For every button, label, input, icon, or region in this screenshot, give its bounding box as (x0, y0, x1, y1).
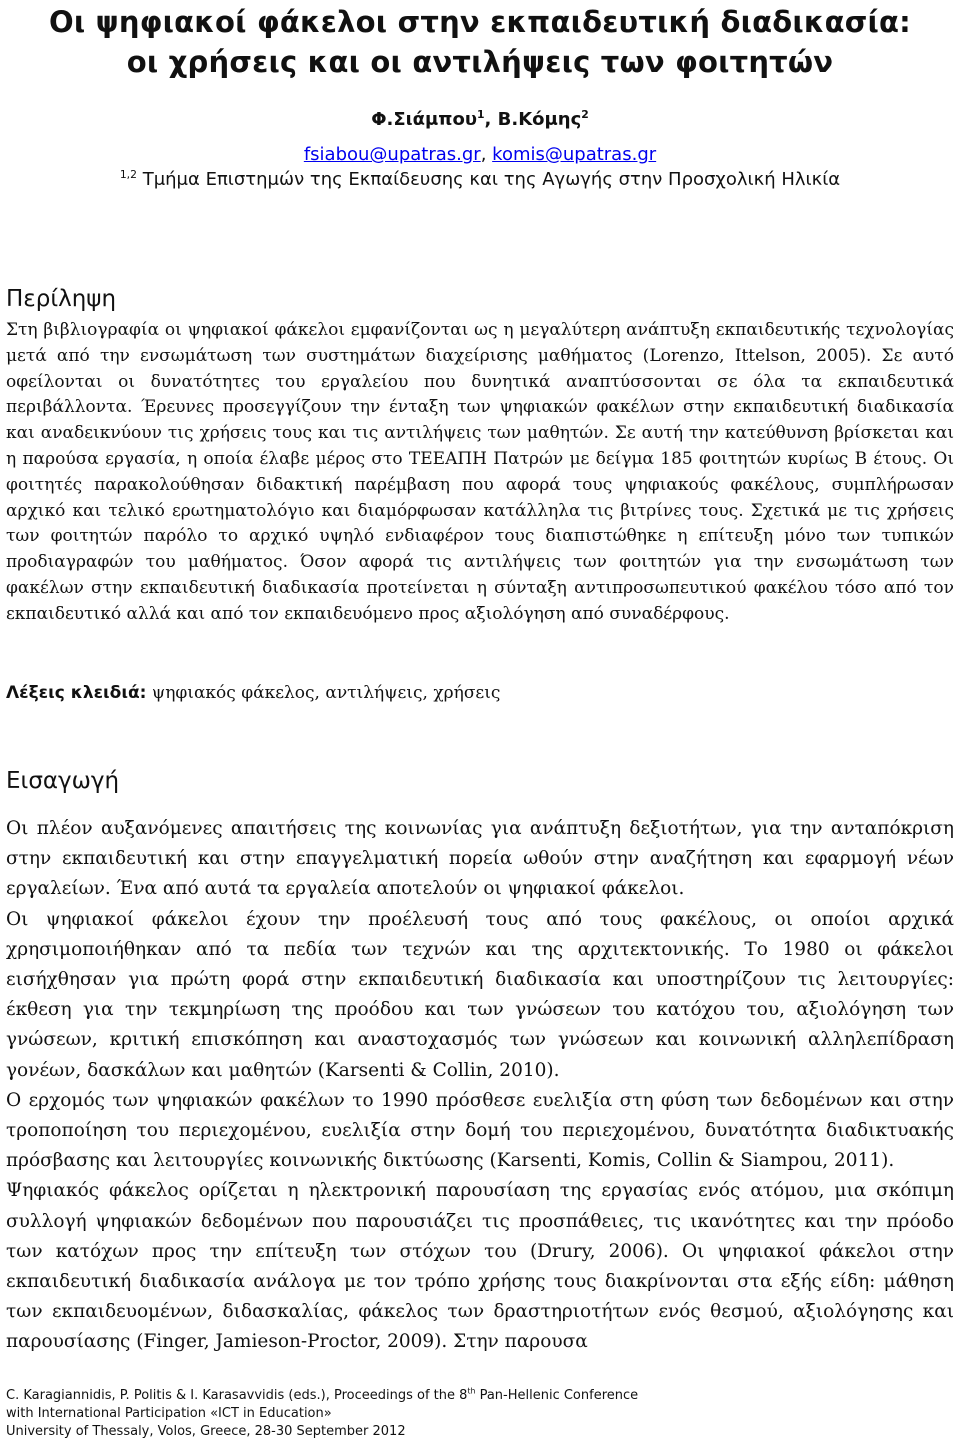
author-emails (0, 143, 960, 167)
abstract-text: Στη βιβλιογραφία οι ψηφιακοί φάκελοι εμφανίζονται ως η μεγαλύτερη ανάπτυξη εκπαιδευτικής τεχνολογίας μετά από την ενσωμάτωση των συστημάτων διαχείρισης μαθήματος (Lorenzo, Ittelson, 2005). Σε αυτό οφείλονται οι δυνατότητες του εργαλείου που δυνητικά αναπτύσσονται σε όλα τα εκπαιδευτικά περιβάλλοντα. Έρευνες προσεγγίζουν την ένταξη των ψηφιακών φακέλων στην εκπαιδευτική διαδικασία και αναδεικνύουν τις χρήσεις τους και τις αντιλήψεις των μαθητών. Σε αυτή την κατεύθυνση βρίσκεται και η παρούσα εργασία, η οποία έλαβε μέρος στο ΤΕΕΑΠΗ Πατρών με δείγμα 185 φοιτητών κυρίως Β έτους. Οι φοιτητές παρακολούθησαν διδακτική παρέμβαση που αφορά τους ψηφιακούς φακέλους, συμπλήρωσαν αρχικό και τελικό ερωτηματολόγιο και διαμόρφωσαν κατάλληλα τις βιτρίνες τους. Σχετικά με τις χρήσεις των φοιτητών παρόλο το αρχικό υψηλό ενδιαφέρον τους διαπιστώθηκε η επίτευξη μόνο των τυπικών προδιαγραφών του μαθήματος. Όσον αφορά τις αντιλήψεις των φοιτητών για την ενσωμάτωση των φακέλων στην εκπαιδευτική διαδικασία προτείνεται η σύνταξη αντιπροσωπευτικού φακέλου τόσο από τον εκπαιδευτικό αλλά και από τον εκπαιδευόμενο προς αξιολόγηση από συναδέρφους. (6, 320, 954, 624)
affiliation-text: Τμήμα Επιστημών της Εκπαίδευσης και της Αγωγής στην Προσχολική Ηλικία (136, 169, 841, 190)
paragraph: Ο ερχομός των ψηφιακών φακέλων το 1990 πρόσθεσε ευελιξία στη φύση των δεδομένων και στην τροποποίηση του περιεχομένου, ευελιξία στην δομή του περιεχομένου, δυνατότητα διαδικτυακής πρόσβασης και λειτουργίες κοινωνικής δικτύωσης (Karsenti, Komis, Collin & Siampou, 2011). (6, 1089, 954, 1172)
paragraph: Ψηφιακός φάκελος ορίζεται η ηλεκτρονική παρουσίαση της εργασίας ενός ατόμου, μια σκόπιμη συλλογή ψηφιακών δεδομένων που παρουσιάζει τις προσπάθειες, τις ικανότητες και την πρόοδο των κατόχων προς την επίτευξη των στόχων του (Drury, 2006). Οι ψηφιακοί φάκελοι στην εκπαιδευτική διαδικασία ανάλογα με τον τρόπο χρήσης τους διακρίνονται στα εξής είδη: μάθηση των εκπαιδευομένων, διδασκαλίας, φάκελος των δραστηριοτήτων ενός θεσμού, αξιολόγησης και παρουσίασης (Finger, Jamieson-Proctor, 2009). Στην παρουσα (6, 1180, 954, 1353)
email-separator: , (480, 144, 493, 165)
footer-text: Pan-Hellenic Conference (475, 1388, 639, 1403)
footer-text: C. Karagiannidis, P. Politis & I. Karasavvidis (eds.), Proceedings of the 8 (6, 1388, 468, 1403)
footer-line: with International Participation «ICT in Education» (6, 1406, 332, 1421)
keywords-text: ψηφιακός φάκελος, αντιλήψεις, χρήσεις (146, 683, 501, 703)
footer-sup: th (467, 1386, 476, 1396)
author-list (0, 108, 960, 132)
author-affiliation-mark: 1 (477, 108, 485, 121)
author-separator: , (484, 109, 498, 130)
title-line-1: Οι ψηφιακοί φάκελοι στην εκπαιδευτική διαδικασία: (49, 5, 911, 39)
paper-title (0, 0, 960, 82)
author-affiliation-mark: 2 (581, 108, 589, 121)
title-line-2: οι χρήσεις και οι αντιλήψεις των φοιτητών (126, 45, 834, 79)
paragraph: Οι ψηφιακοί φάκελοι έχουν την προέλευσή τους από τους φακέλους, οι οποίοι αρχικά χρησιμοποιήθηκαν από τα πεδία των τεχνών και της αρχιτεκτονικής. Το 1980 οι φάκελοι εισήχθησαν για πρώτη φορά στην εκπαιδευτική διαδικασία και υποστηρίζουν τις λειτουργίες: έκθεση για την τεκμηρίωση της προόδου και των γνώσεων του κατόχου του, αξιολόγηση των γνώσεων, κριτική επισκόπηση και αναστοχασμός των γνώσεων και κοινωνική αλληλεπίδραση γονέων, δασκάλων και μαθητών (Karsenti & Collin, 2010). (6, 908, 954, 1081)
affiliation-mark: 1,2 (119, 168, 137, 181)
footer-line: University of Thessaly, Volos, Greece, 28-30 September 2012 (6, 1424, 406, 1439)
email-link[interactable]: fsiabou@upatras.gr (303, 144, 481, 165)
affiliation (0, 167, 960, 193)
footer-line (6, 1387, 954, 1405)
abstract-heading: Περίληψη (6, 286, 117, 312)
introduction-body (6, 814, 954, 1358)
keywords-label: Λέξεις κλειδιά: (6, 683, 147, 703)
keywords (6, 680, 954, 706)
email-link[interactable]: komis@upatras.gr (492, 144, 657, 165)
introduction-heading: Εισαγωγή (6, 768, 120, 794)
conference-footer (6, 1387, 954, 1441)
author-name: Φ.Σιάμπου (371, 109, 478, 130)
paragraph: Οι πλέον αυξανόμενες απαιτήσεις της κοινωνίας για ανάπτυξη δεξιοτήτων, για την ανταπόκριση στην εκπαιδευτική και στην επαγγελματική πορεία ωθούν στην αναζήτηση και εφαρμογή νέων εργαλείων. Ένα από αυτά τα εργαλεία αποτελούν οι ψηφιακοί φάκελοι. (6, 818, 954, 900)
author-name: Β.Κόμης (497, 109, 582, 130)
